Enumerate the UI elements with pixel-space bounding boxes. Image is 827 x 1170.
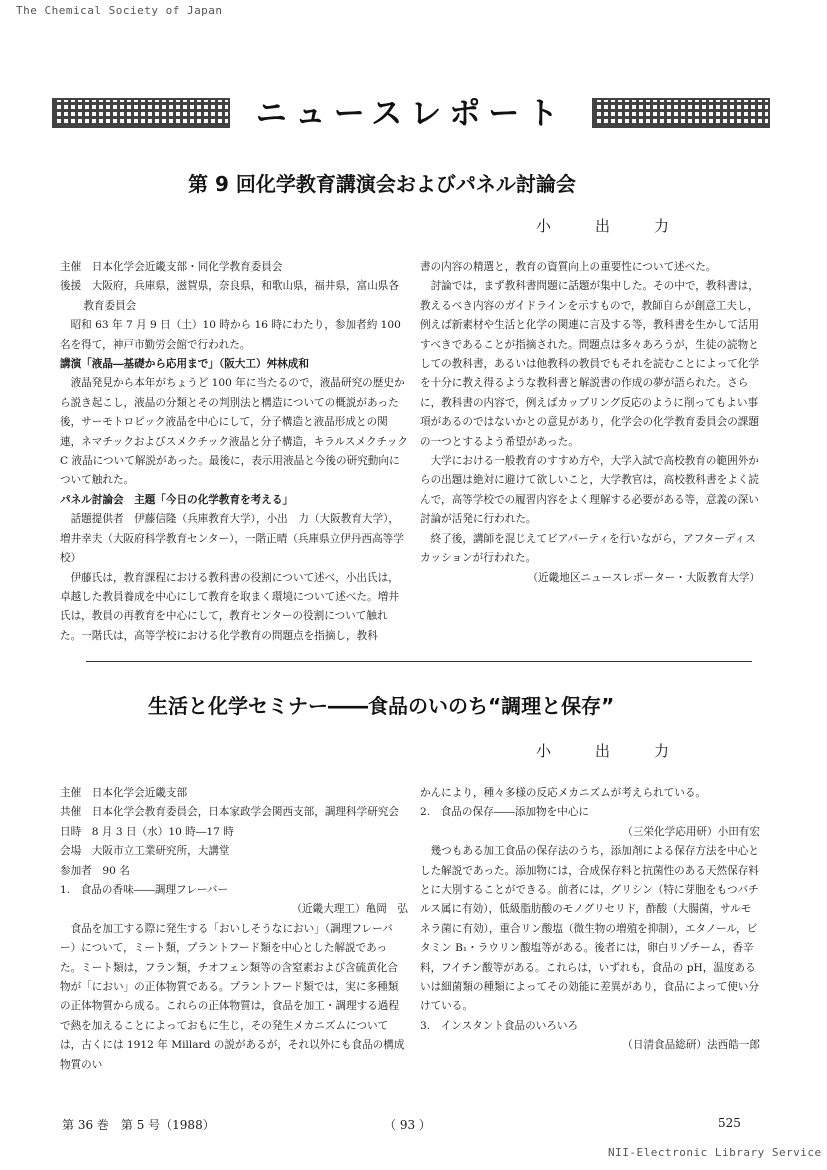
article1-left-column (60, 258, 408, 646)
banner-left-ornament (52, 98, 230, 128)
article2-right-column (420, 784, 760, 1056)
article1-author: 小出力 (536, 217, 714, 235)
article1-paragraph: 大学における一般教育のすすめ方や，大学入試で高校教育の範囲外からの出題は絶対に避けて欲しいこと，大学教官は，高校教科書をよく読んで，高等学校での履習内容をよく理解する必要がある等，意義の深い討論が活発に行われた。 (420, 455, 759, 526)
article1-paragraph: 書の内容の精選と，教育の資質向上の重要性について述べた。 (420, 261, 717, 273)
article1-title: 第 9 回化学教育講演会およびパネル討論会 (188, 172, 576, 196)
article2-title: 生活と化学セミナー――食品のいのち“調理と保存” (148, 694, 615, 718)
article1-panel-body: 伊藤氏は，教育課程における教科書の役割について述べ，小出氏は，卓越した教員養成を中心にして教育を取まく環境について述べた。増井氏は，教員の再教育を中心にして，教育センターの役割について触れた。一階氏は，高等学校における化学教育の問題点を指摘し，教科 (60, 571, 399, 642)
article1-paragraph: 終了後，講師を混じえてビアパーティを行いながら，アフターディスカッションが行われた。 (420, 532, 756, 565)
article1-reporter: （近畿地区ニュースレポーター・大阪教育大学） (527, 571, 760, 584)
article1-right-column (420, 258, 760, 588)
article2-attendance: 参加者 90 名 (60, 864, 130, 877)
banner-right-ornament (592, 98, 770, 128)
watermark-top: The Chemical Society of Japan (16, 4, 223, 17)
section-divider (86, 661, 752, 662)
footer-volume: 第 36 巻 第 5 号（1988） (62, 1118, 215, 1132)
article1-panel-heading: パネル討論会 主題「今日の化学教育を考える」 (60, 493, 294, 506)
article2-cosponsor: 共催 日本化学会教育委員会，日本家政学会関西支部，調理科学研究会 (60, 806, 399, 819)
article1-support: 後援 大阪府，兵庫県，滋賀県，奈良県，和歌山県，福井県，富山県各教育委員会 (60, 280, 399, 312)
article1-paragraph: 討論では，まず教科書問題に話題が集中した。その中で，教科書は，教えるべき内容のガイドラインを示すもので，教師自らが創意工夫し，例えば新素材や生活と化学の関連に言及する等，教科書を生かして活用すべきであることが指摘された。問題点は多々あろうが，生徒の読物としての教科書，あるいは他教科の教員でもそれを読むことによって化学を十分に教え得るような教科書と解説書の作成の夢が語られた。さらに，教科書の内容で，例えばカップリング反応のように削ってもよい事項があるのではないかとの意見があり，化学会の化学教育委員会の課題の一つとするよう希望があった。 (420, 280, 759, 448)
article2-topic2-body: 幾つもある加工食品の保存法のうち，添加剤による保存方法を中心とした解説であった。添加物には，合成保存料と抗菌性のある天然保存料とに大別することができる。前者には，グリシン（特に芽胞をもつバチルス属に有効），低級脂肪酸のモノグリセリド，酢酸（大腸菌，サルモネラ菌に有効），重合リン酸塩（微生物の増殖を抑制），エタノール，ビタミン B₁・ラウリン酸塩等がある。後者には，卵白リゾチーム，香辛料，フイチン酸等がある。これらは，いずれも，食品の pH，温度あるいは細菌類の種類によってその効能に差異があり，食品によって使い分けている。 (420, 845, 759, 1013)
footer-page-center: （ 93 ） (384, 1118, 431, 1132)
article2-topic1-body: 食品を加工する際に発生する「おいしそうなにおい」（調理フレーバー）について，ミート類，プラントフード類を中心とした解説であった。ミート類は，フラン類，チオフェン類等の含窒素および含硫黄化合物が「におい」の正体物質である。プラントフード類では，実に多種類の正体物質から成る。これらの正体物質は，食品を加工・調理する過程で熱を加えることによっておもに生じ，その発生メカニズムについては，古くには 1912 年 Millard の説があるが，それ以外にも食品の構成物質のい (60, 922, 405, 1071)
article2-date: 日時 8 月 3 日（水）10 時―17 時 (60, 825, 234, 838)
article1-date: 昭和 63 年 7 月 9 日（土）10 時から 16 時にわたり，参加者約 100 名を得て，神戸市勤労会館で行われた。 (60, 319, 401, 351)
article2-topic2-speaker: （三栄化学応用研）小田有宏 (622, 825, 760, 838)
article2-topic3-speaker: （日清食品総研）法西皓一郎 (622, 1039, 760, 1052)
article2-venue: 会場 大阪市立工業研究所，大講堂 (60, 845, 230, 858)
article1-panelists: 話題提供者 伊藤信隆（兵庫教育大学），小出 力（大阪教育大学），増井幸夫（大阪府科学教育センター），一階正晴（兵庫県立伊丹西高等学校） (60, 513, 404, 565)
watermark-bottom: NII-Electronic Library Service (608, 1146, 822, 1159)
article2-topic2-heading: 2. 食品の保存――添加物を中心に (420, 806, 590, 819)
article1-lecture-heading: 講演「液晶―基礎から応用まで」（阪大工）舛林成和 (60, 358, 309, 371)
banner-title: ニュースレポート (255, 96, 567, 132)
article1-sponsor: 主催 日本化学会近畿支部・同化学教育委員会 (60, 261, 283, 273)
article2-sponsor: 主催 日本化学会近畿支部 (60, 787, 188, 799)
article2-topic1-heading: 1. 食品の香味――調理フレーバー (60, 884, 229, 897)
article2-topic1-speaker: （近畿大理工）亀岡 弘 (291, 903, 408, 916)
article2-topic3-heading: 3. インスタント食品のいろいろ (420, 1019, 579, 1032)
article2-author: 小出力 (536, 742, 714, 760)
article2-left-column (60, 784, 408, 1075)
article2-paragraph: かんにより，種々多様の反応メカニズムが考えられている。 (420, 787, 707, 799)
article1-lecture-body: 液晶発見から本年がちょうど 100 年に当たるので，液晶研究の歴史から説き起こし，液晶の分類とその判別法と構造についての概説があった後，サーモトロピック液晶を中心にして，分子構造と液晶形成との関連，ネマチックおよびスメクチック液晶と分子構造，キラルスメクチック C 液晶について解説があった。最後に，表示用液晶と今後の研究動向について触れた。 (60, 377, 409, 487)
news-report-banner (52, 92, 770, 136)
footer-page-number: 525 (718, 1116, 741, 1130)
